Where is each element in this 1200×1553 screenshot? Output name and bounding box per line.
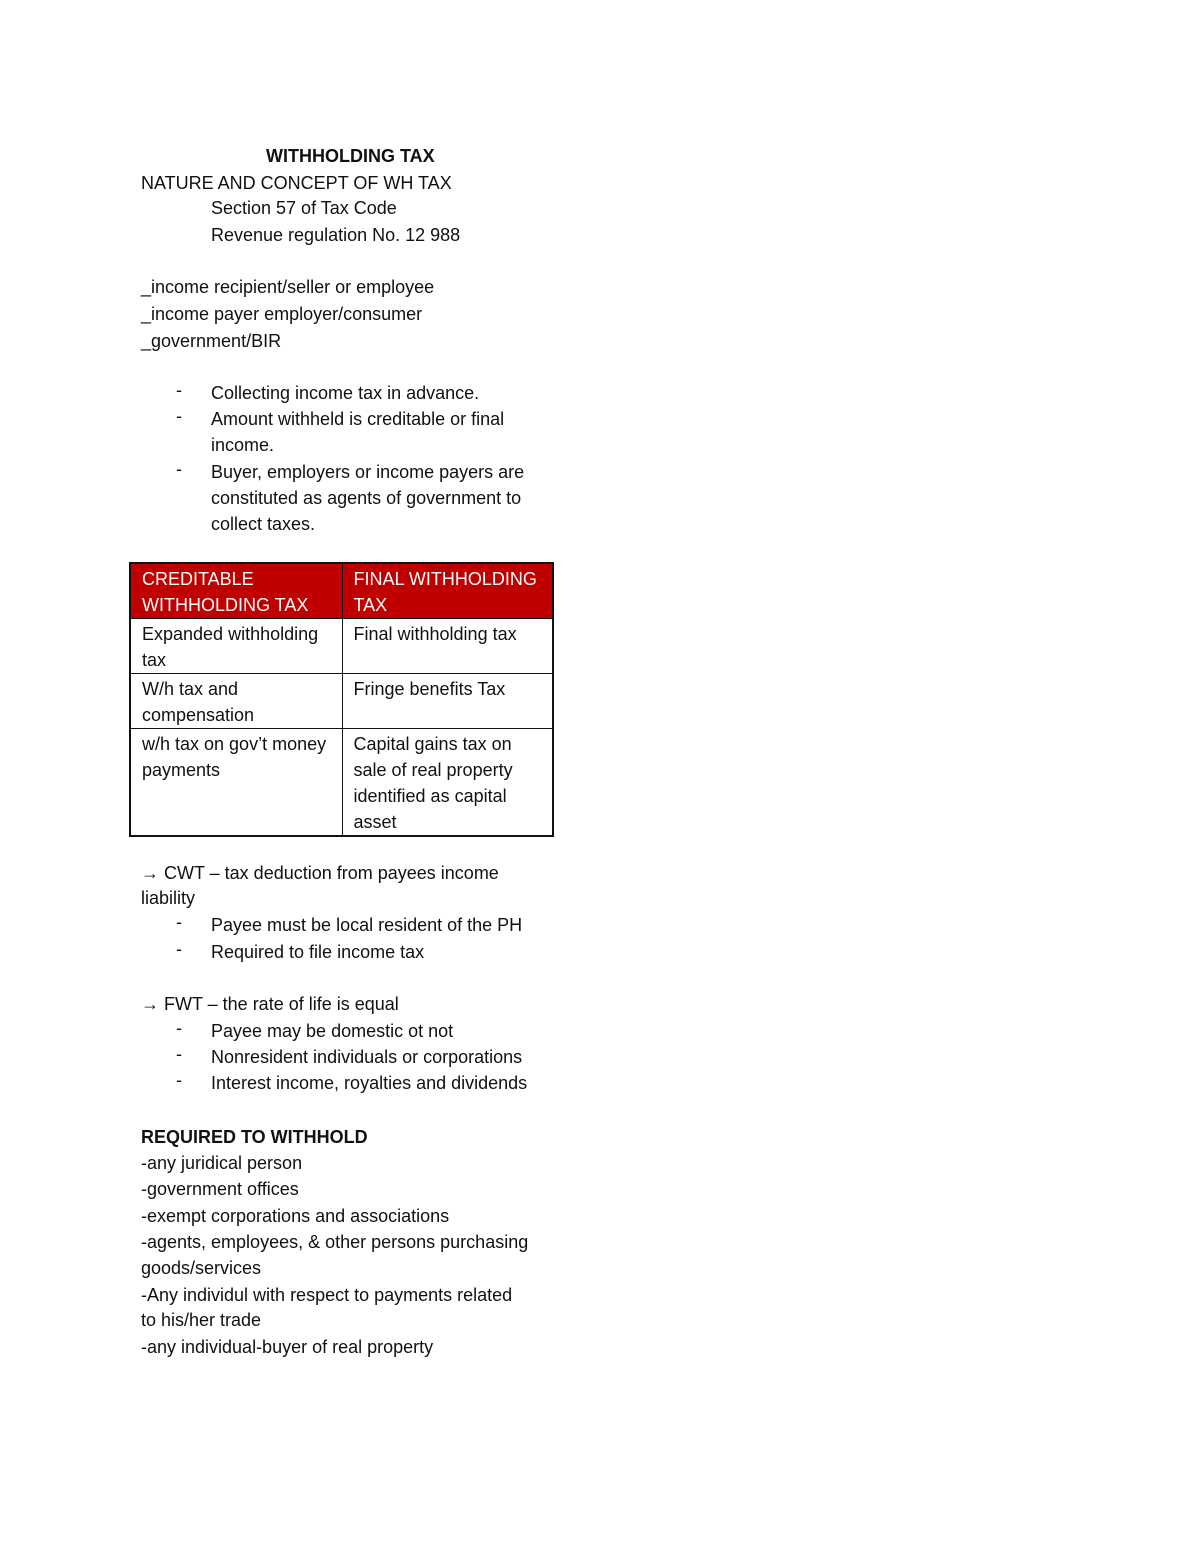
bullet-dash: - — [176, 406, 182, 426]
table-header-cell: FINAL WITHHOLDING TAX — [342, 563, 553, 619]
table-cell: Expanded withholding tax — [130, 619, 342, 674]
required-line: -any individual-buyer of real property — [141, 1337, 434, 1357]
reference-line: Revenue regulation No. 12 988 — [211, 225, 461, 245]
bullet-item: Amount withheld is creditable or final income. — [211, 409, 505, 455]
required-line: -agents, employees, & other persons purchasing — [141, 1232, 529, 1252]
table-cell: w/h tax on gov’t money payments — [130, 729, 342, 837]
party-line: _income recipient/seller or employee — [141, 277, 435, 297]
withholding-tax-table — [129, 562, 554, 837]
bullet-item: Interest income, royalties and dividends — [211, 1073, 528, 1093]
party-line: _government/BIR — [141, 331, 282, 351]
required-line: -exempt corporations and associations — [141, 1206, 450, 1226]
document-title: WITHHOLDING TAX — [266, 146, 435, 166]
party-line: _income payer employer/consumer — [141, 304, 423, 324]
bullet-item: Nonresident individuals or corporations — [211, 1047, 523, 1067]
section-heading: NATURE AND CONCEPT OF WH TAX — [141, 173, 452, 193]
table-header-cell: CREDITABLE WITHHOLDING TAX — [130, 563, 342, 619]
required-line: -any juridical person — [141, 1153, 303, 1173]
table-cell: Fringe benefits Tax — [342, 674, 553, 729]
required-line: to his/her trade — [141, 1310, 262, 1330]
bullet-item: Payee may be domestic ot not — [211, 1021, 454, 1041]
table-row — [130, 729, 553, 837]
bullet-dash: - — [176, 1044, 182, 1064]
reference-line: Section 57 of Tax Code — [211, 198, 397, 218]
table-cell: W/h tax and compensation — [130, 674, 342, 729]
required-line: -Any individul with respect to payments related — [141, 1285, 513, 1305]
bullet-dash: - — [176, 459, 182, 479]
bullet-dash: - — [176, 1070, 182, 1090]
bullet-item: Payee must be local resident of the PH — [211, 915, 523, 935]
required-line: goods/services — [141, 1258, 262, 1278]
table-header-row — [130, 563, 553, 619]
table-row — [130, 674, 553, 729]
bullet-item: Collecting income tax in advance. — [211, 383, 480, 403]
bullet-dash: - — [176, 939, 182, 959]
required-heading: REQUIRED TO WITHHOLD — [141, 1127, 368, 1147]
required-line: -government offices — [141, 1179, 299, 1199]
bullet-dash: - — [176, 912, 182, 932]
bullet-dash: - — [176, 380, 182, 400]
bullet-dash: - — [176, 1018, 182, 1038]
bullet-item: Buyer, employers or income payers are constituted as agents of government to collect taxes. — [211, 462, 525, 534]
bullet-item: Required to file income tax — [211, 942, 425, 962]
cwt-definition-cont: liability — [141, 888, 196, 908]
table-row — [130, 619, 553, 674]
cwt-definition: → CWT – tax deduction from payees income — [141, 863, 499, 883]
table-cell: Capital gains tax on sale of real property identified as capital asset — [342, 729, 553, 837]
fwt-definition: → FWT – the rate of life is equal — [141, 994, 399, 1014]
table-cell: Final withholding tax — [342, 619, 553, 674]
